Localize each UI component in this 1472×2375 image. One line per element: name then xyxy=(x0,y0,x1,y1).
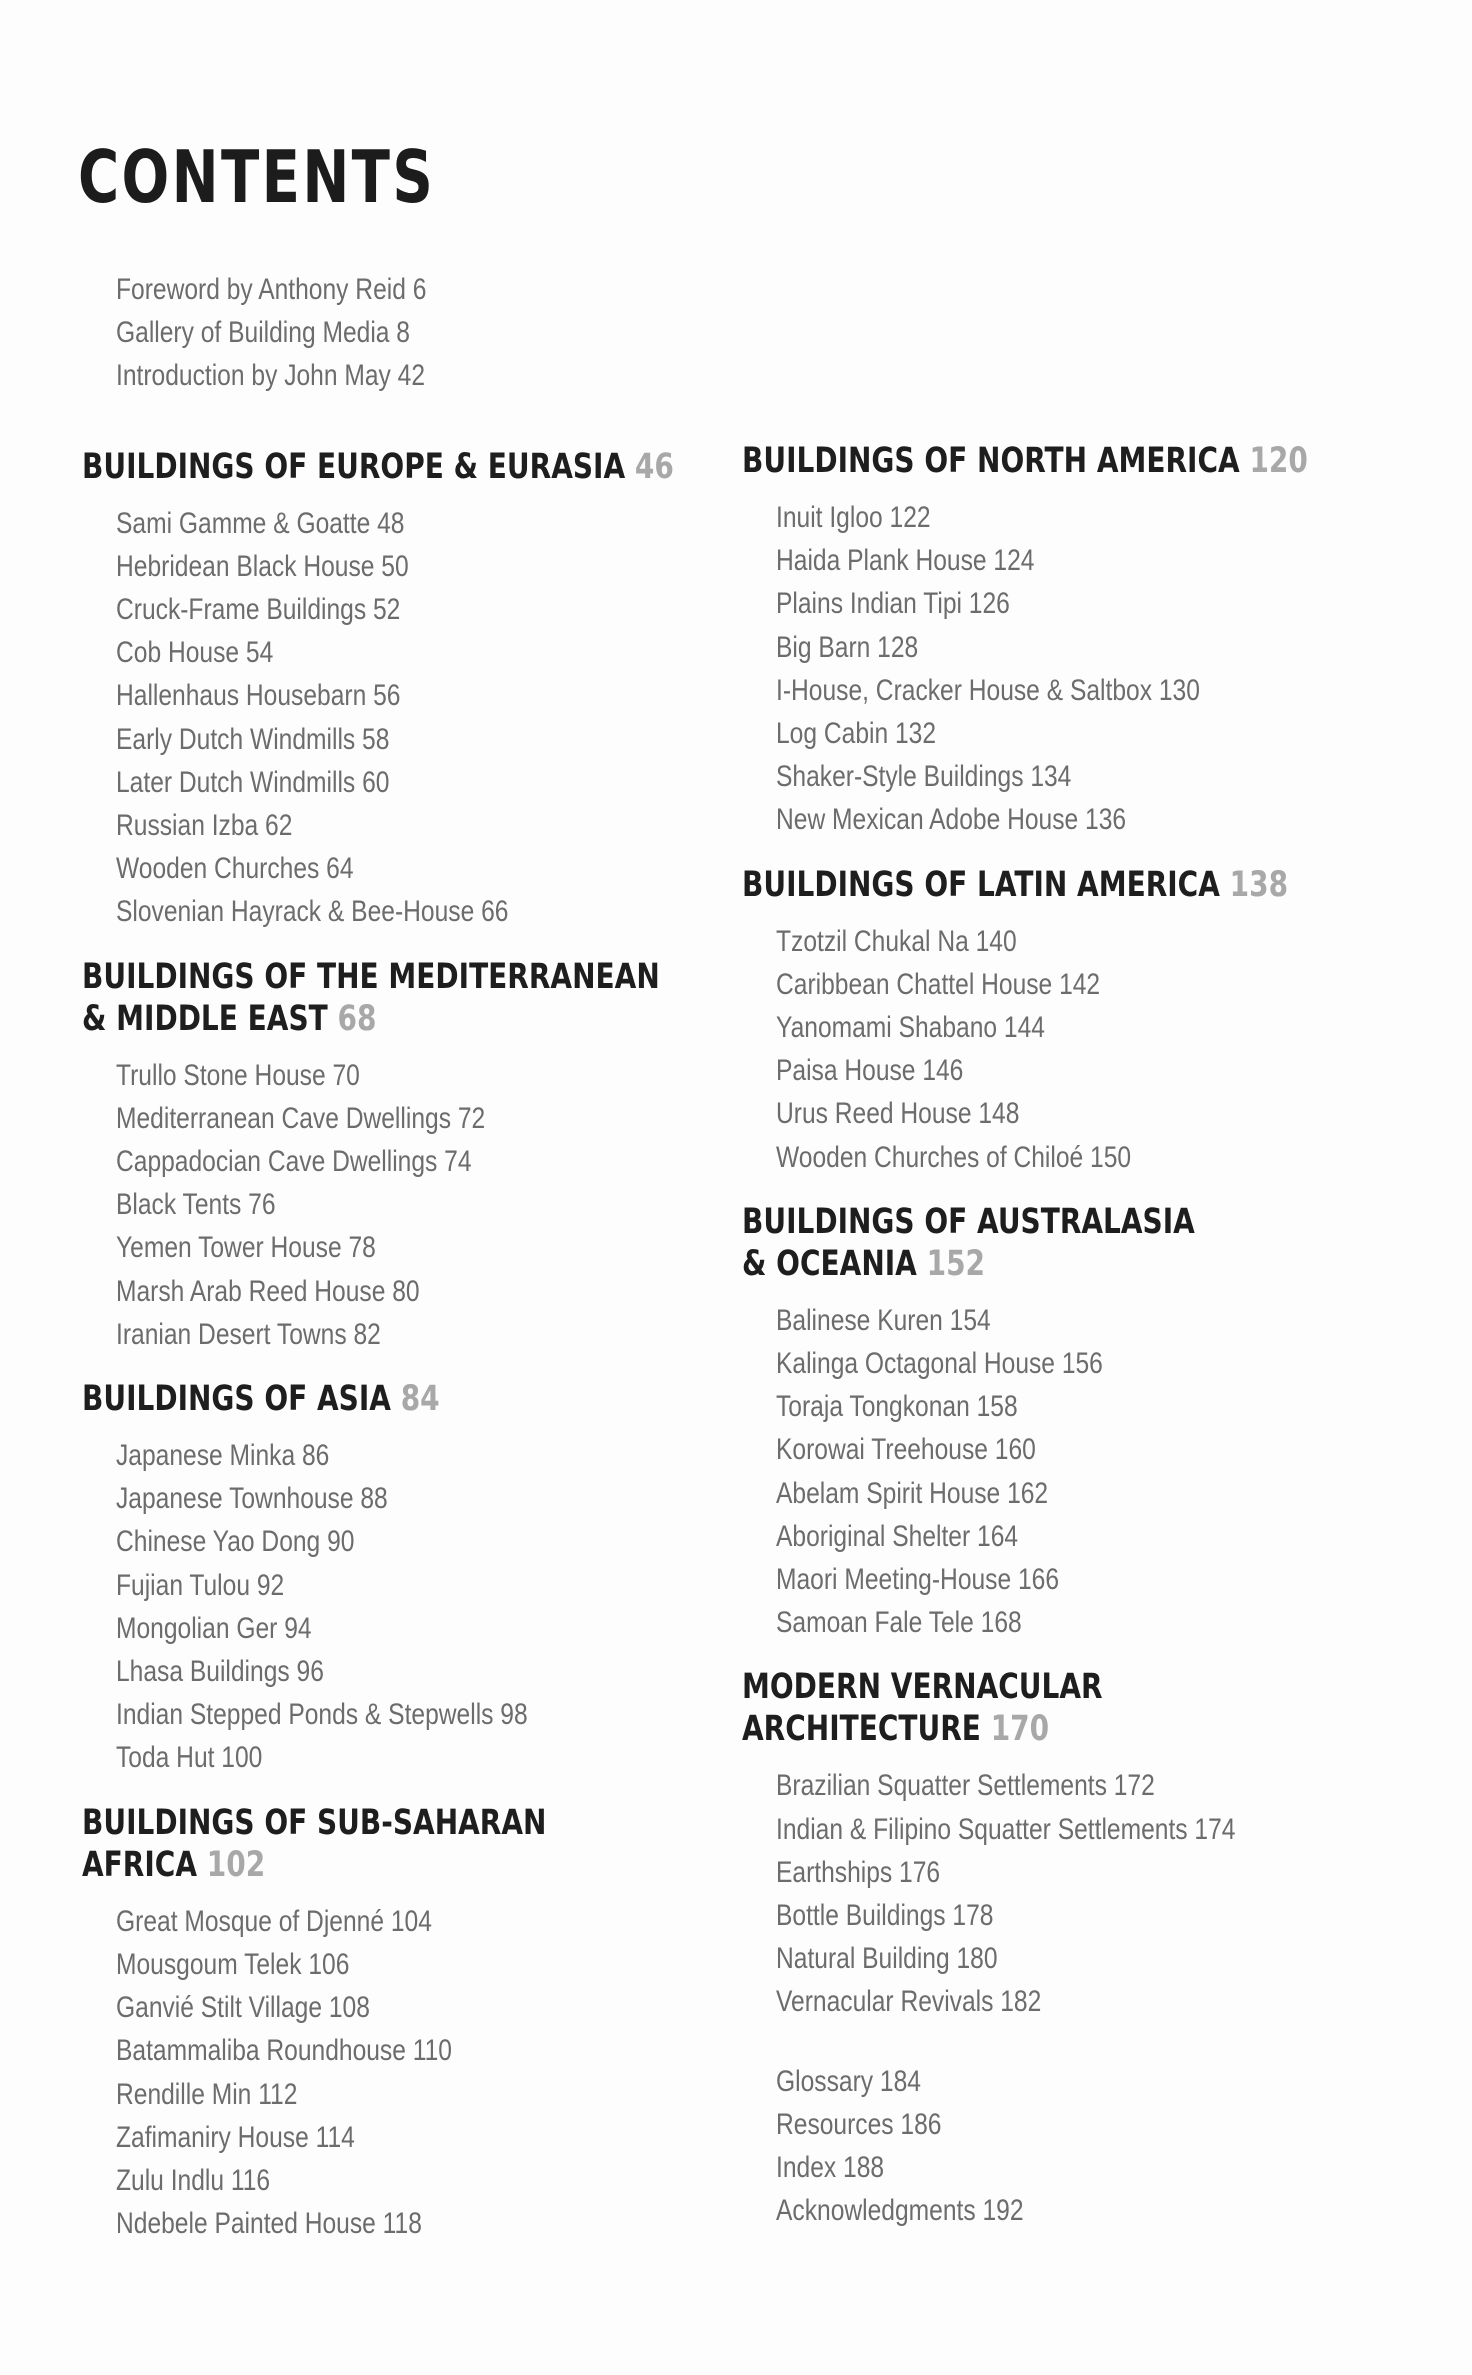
contents-entry[interactable]: Cappadocian Cave Dwellings 74 xyxy=(116,1145,472,1179)
section-heading-text: & MIDDLE EAST xyxy=(82,998,328,1039)
contents-entry[interactable]: Korowai Treehouse 160 xyxy=(776,1433,1036,1467)
front-matter-entry[interactable]: Foreword by Anthony Reid 6 xyxy=(116,273,427,306)
contents-entry[interactable]: Haida Plank House 124 xyxy=(776,544,1035,578)
contents-entry[interactable]: Samoan Fale Tele 168 xyxy=(776,1606,1022,1640)
page-title: CONTENTS xyxy=(78,135,436,219)
section-heading[interactable] xyxy=(742,1666,1254,1750)
contents-entry[interactable]: Zafimaniry House 114 xyxy=(116,2120,355,2154)
contents-entry[interactable]: Paisa House 146 xyxy=(776,1054,964,1088)
section-heading[interactable] xyxy=(742,440,1308,482)
contents-entry[interactable]: Slovenian Hayrack & Bee-House 66 xyxy=(116,895,509,929)
section-heading[interactable] xyxy=(82,1378,578,1420)
contents-entry[interactable]: Balinese Kuren 154 xyxy=(776,1303,991,1337)
contents-entry[interactable]: Caribbean Chattel House 142 xyxy=(776,967,1101,1001)
section-heading[interactable] xyxy=(742,1201,1254,1285)
section-entry-list xyxy=(116,1054,702,1356)
contents-entry[interactable]: I-House, Cracker House & Saltbox 130 xyxy=(776,673,1200,707)
contents-entry[interactable]: Fujian Tulou 92 xyxy=(116,1568,285,1602)
section-heading[interactable] xyxy=(82,956,660,1040)
contents-entry[interactable]: Toraja Tongkonan 158 xyxy=(776,1390,1018,1424)
section-entry-list xyxy=(116,1900,702,2246)
contents-entry[interactable]: Toda Hut 100 xyxy=(116,1741,263,1775)
contents-entry[interactable]: Bottle Buildings 178 xyxy=(776,1899,994,1933)
section-page-number: 152 xyxy=(926,1243,986,1284)
section-entry-list xyxy=(116,1434,702,1780)
contents-entry[interactable]: Earthships 176 xyxy=(776,1855,941,1889)
contents-section xyxy=(742,864,1382,1179)
contents-section xyxy=(742,1201,1382,1645)
section-heading-text: MODERN VERNACULAR xyxy=(742,1667,1103,1708)
contents-entry[interactable]: Plains Indian Tipi 126 xyxy=(776,587,1010,621)
section-page-number: 138 xyxy=(1229,864,1289,905)
contents-entry[interactable]: Batammaliba Roundhouse 110 xyxy=(116,2034,452,2068)
section-entry-list xyxy=(776,496,1382,842)
section-heading-text: BUILDINGS OF LATIN AMERICA xyxy=(742,864,1220,905)
section-page-number: 102 xyxy=(206,1844,266,1885)
front-matter-list xyxy=(116,268,702,398)
section-entry-list xyxy=(776,920,1382,1179)
contents-entry[interactable]: Natural Building 180 xyxy=(776,1942,998,1976)
section-heading-text: AFRICA xyxy=(82,1844,197,1885)
contents-entry[interactable]: Russian Izba 62 xyxy=(116,809,293,843)
back-matter-entry[interactable]: Acknowledgments 192 xyxy=(776,2194,1024,2228)
contents-section xyxy=(82,1378,702,1780)
contents-entry[interactable]: Wooden Churches 64 xyxy=(116,852,354,886)
contents-entry[interactable]: Mongolian Ger 94 xyxy=(116,1611,312,1645)
contents-entry[interactable]: Early Dutch Windmills 58 xyxy=(116,722,390,756)
back-matter-entry[interactable]: Glossary 184 xyxy=(776,2064,921,2098)
back-matter-list xyxy=(776,2060,1382,2233)
section-heading-text: ARCHITECTURE xyxy=(742,1709,981,1750)
back-matter-entry[interactable]: Resources 186 xyxy=(776,2107,942,2141)
contents-entry[interactable]: Wooden Churches of Chiloé 150 xyxy=(776,1140,1132,1174)
contents-entry[interactable]: Hebridean Black House 50 xyxy=(116,549,409,583)
contents-entry[interactable]: Yanomami Shabano 144 xyxy=(776,1011,1045,1045)
contents-entry[interactable]: Urus Reed House 148 xyxy=(776,1097,1020,1131)
right-sections xyxy=(742,440,1382,2024)
contents-entry[interactable]: Log Cabin 132 xyxy=(776,717,937,751)
contents-entry[interactable]: Chinese Yao Dong 90 xyxy=(116,1525,355,1559)
contents-entry[interactable]: Indian Stepped Ponds & Stepwells 98 xyxy=(116,1698,528,1732)
contents-entry[interactable]: Ganvié Stilt Village 108 xyxy=(116,1991,370,2025)
back-matter-entry[interactable]: Index 188 xyxy=(776,2151,885,2185)
contents-entry[interactable]: Japanese Townhouse 88 xyxy=(116,1482,388,1516)
contents-entry[interactable]: Iranian Desert Towns 82 xyxy=(116,1317,381,1351)
contents-entry[interactable]: Big Barn 128 xyxy=(776,630,919,664)
contents-entry[interactable]: Zulu Indlu 116 xyxy=(116,2163,271,2197)
contents-entry[interactable]: Hallenhaus Housebarn 56 xyxy=(116,679,401,713)
contents-entry[interactable]: Cruck-Frame Buildings 52 xyxy=(116,593,401,627)
contents-entry[interactable]: Trullo Stone House 70 xyxy=(116,1058,360,1092)
contents-entry[interactable]: Abelam Spirit House 162 xyxy=(776,1476,1049,1510)
front-matter-entry[interactable]: Introduction by John May 42 xyxy=(116,359,426,393)
section-entry-list xyxy=(776,1764,1382,2023)
section-entry-list xyxy=(116,502,702,934)
section-heading-text: BUILDINGS OF EUROPE & EURASIA xyxy=(82,446,626,487)
section-heading[interactable] xyxy=(742,864,1289,906)
section-page-number: 120 xyxy=(1249,441,1308,481)
section-page-number: 46 xyxy=(634,446,674,487)
section-page-number: 170 xyxy=(990,1709,1050,1750)
section-heading-text: BUILDINGS OF SUB-SAHARAN xyxy=(82,1802,547,1843)
section-entry-list xyxy=(776,1299,1382,1645)
section-heading-text: BUILDINGS OF AUSTRALASIA xyxy=(742,1201,1195,1242)
contents-entry[interactable]: Vernacular Revivals 182 xyxy=(776,1985,1042,2019)
right-column xyxy=(742,440,1382,2233)
contents-entry[interactable]: Cob House 54 xyxy=(116,636,274,670)
contents-entry[interactable]: Japanese Minka 86 xyxy=(116,1439,330,1473)
section-heading-text: BUILDINGS OF ASIA xyxy=(82,1379,391,1420)
section-page-number: 68 xyxy=(337,998,377,1039)
contents-entry[interactable]: Brazilian Squatter Settlements 172 xyxy=(776,1769,1155,1803)
contents-entry[interactable]: Yemen Tower House 78 xyxy=(116,1231,376,1265)
section-page-number: 84 xyxy=(400,1379,440,1420)
contents-section xyxy=(82,1802,702,2246)
contents-entry[interactable]: Great Mosque of Djenné 104 xyxy=(116,1904,432,1938)
front-matter-entry[interactable]: Gallery of Building Media 8 xyxy=(116,316,410,350)
contents-entry[interactable]: Aboriginal Shelter 164 xyxy=(776,1519,1019,1553)
left-column xyxy=(82,268,702,2267)
section-heading-text: BUILDINGS OF NORTH AMERICA xyxy=(742,441,1240,481)
contents-entry[interactable]: Sami Gamme & Goatte 48 xyxy=(116,506,405,540)
section-heading-text: BUILDINGS OF THE MEDITERRANEAN xyxy=(82,956,660,997)
contents-entry[interactable]: Black Tents 76 xyxy=(116,1188,276,1222)
contents-section xyxy=(82,446,702,934)
contents-entry[interactable]: Rendille Min 112 xyxy=(116,2077,298,2111)
section-heading-text: & OCEANIA xyxy=(742,1243,917,1284)
section-heading[interactable] xyxy=(82,1802,578,1886)
contents-section xyxy=(742,1666,1382,2023)
contents-entry[interactable]: Lhasa Buildings 96 xyxy=(116,1655,324,1689)
contents-entry[interactable]: Mousgoum Telek 106 xyxy=(116,1947,350,1981)
contents-entry[interactable]: Shaker-Style Buildings 134 xyxy=(776,760,1072,794)
contents-entry[interactable]: Indian & Filipino Squatter Settlements 174 xyxy=(776,1812,1236,1846)
contents-entry[interactable]: New Mexican Adobe House 136 xyxy=(776,803,1127,837)
left-sections xyxy=(82,446,702,2246)
contents-entry[interactable]: Mediterranean Cave Dwellings 72 xyxy=(116,1101,486,1135)
contents-entry[interactable]: Marsh Arab Reed House 80 xyxy=(116,1274,420,1308)
contents-section xyxy=(82,956,702,1356)
contents-entry[interactable]: Later Dutch Windmills 60 xyxy=(116,765,390,799)
contents-section xyxy=(742,440,1382,842)
contents-entry[interactable]: Ndebele Painted House 118 xyxy=(116,2207,422,2241)
section-heading[interactable] xyxy=(82,446,674,488)
contents-entry[interactable]: Inuit Igloo 122 xyxy=(776,501,931,534)
contents-entry[interactable]: Maori Meeting-House 166 xyxy=(776,1563,1060,1597)
contents-entry[interactable]: Tzotzil Chukal Na 140 xyxy=(776,924,1017,958)
contents-entry[interactable]: Kalinga Octagonal House 156 xyxy=(776,1347,1103,1381)
